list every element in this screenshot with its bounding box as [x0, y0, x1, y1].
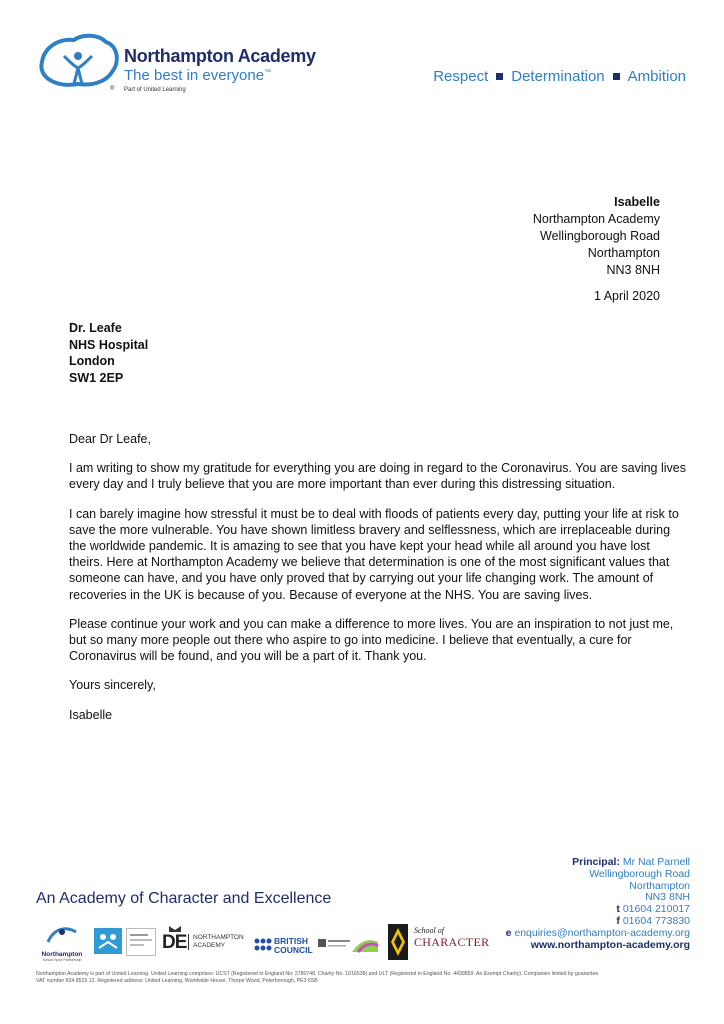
sender-name: Isabelle: [614, 195, 660, 209]
brand-tagline: The best in everyone™: [124, 67, 272, 84]
bc-line1: BRITISH: [274, 936, 308, 946]
email-link[interactable]: enquiries@northampton-academy.org: [514, 926, 690, 939]
recipient-line: SW1 2EP: [69, 370, 124, 385]
legal-line: Northampton Academy is part of United Learning. United Learning comprises: UCST (Registered in England No: 2780748. Charity No. 1016538) and ULT (Registered in England No. 4439859. An Exempt Charity). Companies limited by guarantee.: [36, 971, 600, 977]
closing: Yours sincerely,: [69, 678, 156, 693]
ssp-subtitle: School Sport Partnership: [42, 958, 82, 962]
body-paragraph: I can barely imagine how stressful it must be to deal with floods of patients every day, putting your life at risk to save the more vulnerable. You have shown limitless bravery and selflessness, which are irreplaceable during the worldwide pandemic. It is amazing to see that you have kept your head while all around you have lost theirs. Here at Northampton Academy we believe that determination is one of the most significant values that someone can have, and you have only proved that by carrying out your life changing work. The amount of recoveries in the UK is because of you. Because of everyone at the NHS. You are saving lives.: [69, 506, 679, 602]
na-line2: ACADEMY: [193, 942, 226, 949]
recipient-address: [69, 320, 148, 386]
value-ambition: Ambition: [627, 68, 686, 85]
swoosh-icon: [36, 924, 88, 946]
footer-address-line: Wellingborough Road: [589, 867, 690, 880]
duke-of-edinburgh-logo: DE: [162, 932, 187, 953]
signature: Isabelle: [69, 707, 113, 722]
body-paragraph: Please continue your work and you can make a difference to more lives. You are an inspiration to not just me, but so many more people out there who aspire to go into medicine. I believe that eventually, a cure for Coronavirus will be found, and you will be a part of it. Thank you.: [69, 616, 674, 664]
na-line1: NORTHAMPTON: [193, 934, 244, 941]
recipient-line: London: [69, 354, 115, 368]
letter-body: [69, 431, 687, 736]
british-council-dots-icon: [254, 938, 272, 952]
recipient-line: NHS Hospital: [69, 337, 149, 352]
footer-address-line: Northampton: [629, 879, 690, 892]
legal-notice: [36, 971, 696, 985]
legal-line: VAT number 834 8515 12. Registered address: United Learning, Worldwide House, Thorpe Wood, Peterborough, PE3 6SB: [36, 978, 318, 984]
ssp-name: Northampton: [41, 951, 83, 958]
salutation: Dear Dr Leafe,: [69, 432, 151, 446]
website-link[interactable]: www.northampton-academy.org: [530, 938, 690, 951]
northampton-academy-mini-logo: [188, 934, 244, 950]
international-school-award-icon: [318, 936, 380, 954]
soc-line1: School of: [414, 926, 444, 935]
square-bullet-icon: [496, 73, 503, 80]
sender-address-line: Northampton: [587, 246, 660, 260]
school-values: [433, 68, 686, 85]
brand-name: Northampton Academy: [124, 46, 316, 66]
footer-heading: An Academy of Character and Excellence: [36, 890, 332, 907]
school-of-character-logo: [414, 926, 489, 950]
tel-label: t: [616, 903, 620, 916]
bc-line2: COUNCIL: [274, 944, 313, 955]
part-of-united-learning: Part of United Learning: [124, 87, 186, 93]
svg-text:®: ®: [110, 86, 115, 92]
principal-name: Mr Nat Parnell: [622, 856, 690, 868]
telephone: 01604 210017: [622, 903, 690, 916]
partner-logos: [36, 924, 496, 964]
footer-address-line: NN3 8NH: [645, 891, 690, 904]
body-paragraph: I am writing to show my gratitude for everything you are doing in regard to the Coronavirus. You are saving lives every day and I truly believe that you are more important than ever during this distressing situation.: [69, 461, 686, 492]
value-respect: Respect: [433, 68, 489, 85]
school-of-character-icon: [388, 924, 408, 960]
email-label: e: [505, 926, 512, 939]
recipient-line: Dr. Leafe: [69, 321, 122, 335]
british-council-logo: [274, 937, 313, 954]
value-determination: Determination: [511, 68, 605, 85]
principal-label: Principal:: [572, 856, 620, 868]
school-sport-partnership-logo: [36, 924, 88, 962]
sender-address-line: NN3 8NH: [606, 263, 660, 277]
fax: 01604 773830: [622, 914, 690, 927]
fax-label: f: [616, 914, 620, 927]
soc-line2: CHARACTER: [414, 935, 490, 949]
academy-logo-icon: [34, 32, 122, 92]
sender-address-line: Northampton Academy: [532, 212, 660, 226]
sports-badge-icon: [94, 928, 122, 954]
letter-date: 1 April 2020: [593, 289, 660, 303]
square-bullet-icon: [613, 73, 620, 80]
contact-details: [506, 857, 690, 951]
sender-address: [533, 194, 660, 279]
sender-address-line: Wellingborough Road: [540, 229, 660, 243]
wellbeing-award-icon: [126, 928, 156, 956]
